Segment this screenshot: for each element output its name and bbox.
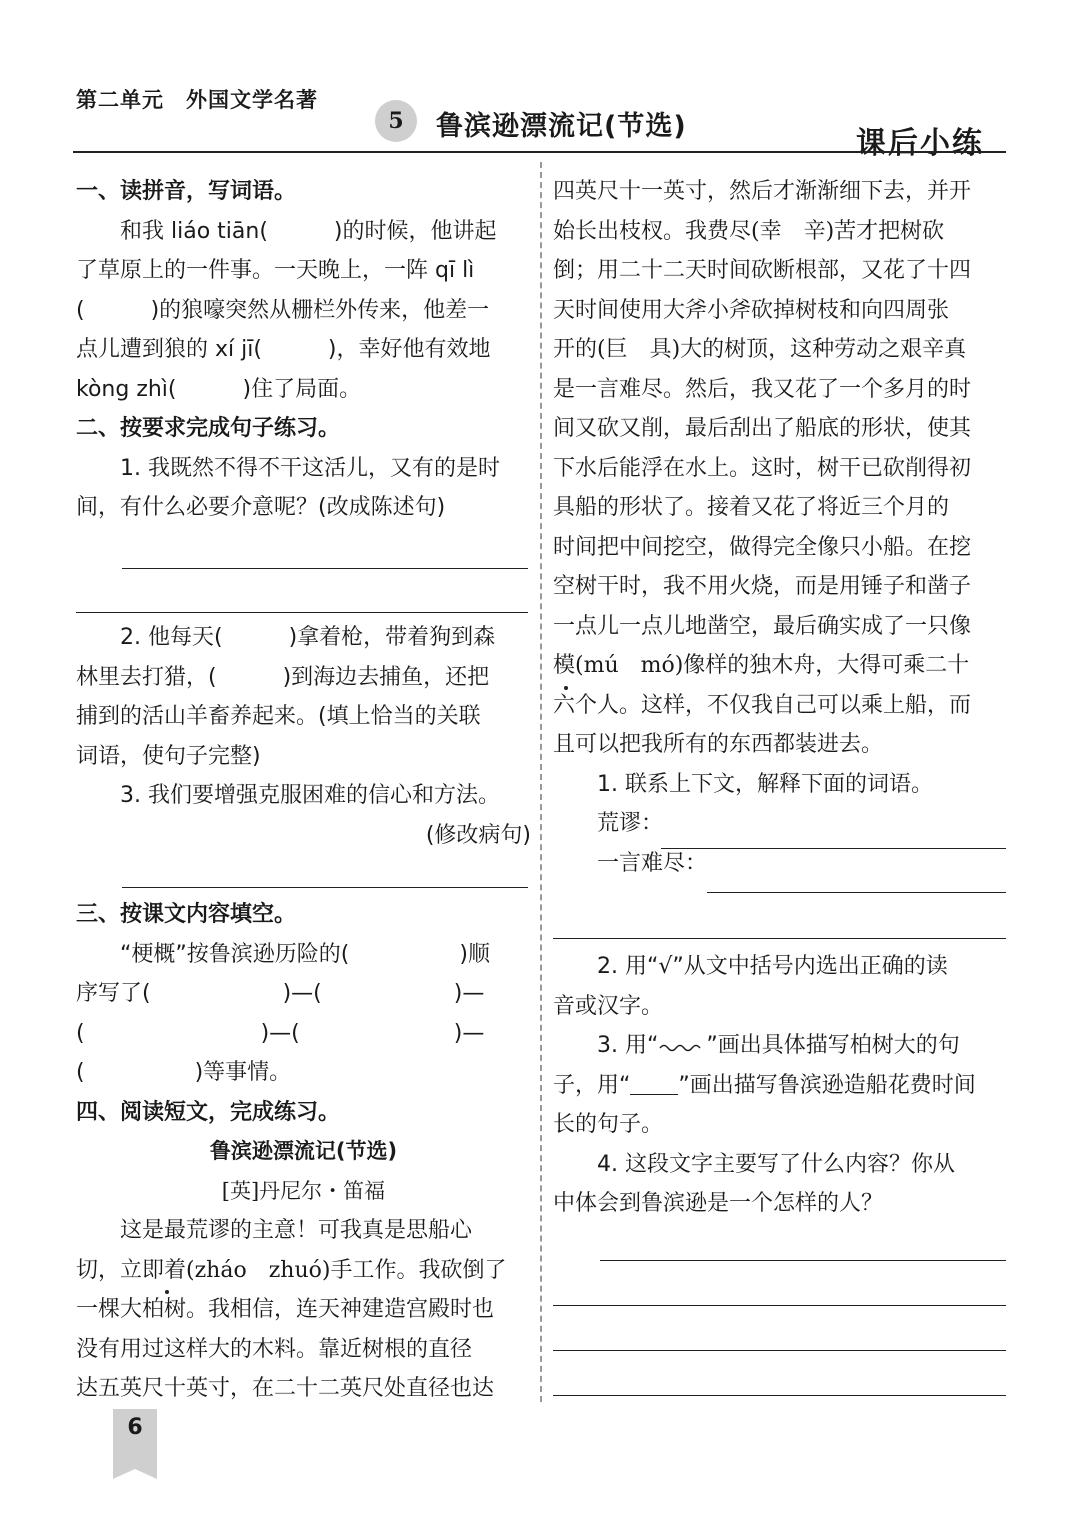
s2-q2-line: 捕到的活山羊畜养起来。(填上恰当的关联 (76, 704, 481, 729)
header-rule (73, 151, 1006, 153)
left-column (76, 172, 531, 528)
q4-line: 中体会到鲁滨逊是一个怎样的人？ (553, 1191, 884, 1216)
lesson-number-badge: 5 (375, 100, 417, 142)
section-1-title: 一、读拼音，写词语。 (76, 179, 297, 204)
q3-line (553, 1066, 1008, 1106)
section-4-title: 四、阅读短文，完成练习。 (76, 1099, 341, 1125)
wavy-underline-icon (658, 1039, 706, 1053)
q3-line (553, 1026, 1008, 1066)
s2-q3-line: 3. 我们要增强克服困难的信心和方法。 (76, 783, 500, 808)
passage-line: 天时间使用大斧小斧砍掉树枝和向四周张 (553, 297, 950, 323)
passage-line: 四英尺十一英寸，然后才渐渐细下去，并开 (553, 179, 972, 204)
answer-line[interactable] (76, 612, 528, 613)
passage-line: 且可以把我所有的东西都装进去。 (553, 732, 884, 757)
q3-text-b: ”画出具体描写柏树大的句 (706, 1033, 960, 1058)
passage-line: 没有用过这样大的木料。靠近树根的直径 (76, 1336, 473, 1362)
s2-q1-line: 1. 我既然不得不干这活儿，又有的是时 (76, 455, 500, 481)
passage-line: 模(mú mó)像样的独木舟，大得可乘二十 (553, 653, 970, 678)
passage-line: 一棵大柏树。我相信，连天神建造宫殿时也 (76, 1297, 495, 1322)
passage-line: 是一言难尽。然后，我又花了一个多月的时 (553, 376, 972, 402)
passage-line: 空树干时，我不用火烧，而是用锤子和凿子 (553, 574, 972, 599)
q2-line: 音或汉字。 (553, 993, 664, 1019)
q3-text-a: 3. 用“ (553, 1033, 659, 1058)
passage-line: 下水后能浮在水上。这时，树干已砍削得初 (553, 455, 972, 481)
left-column-q2 (76, 618, 531, 855)
q3-text-c: 子，用“ (553, 1072, 631, 1098)
straight-underline-icon (630, 1076, 678, 1095)
s1-line: 和我 liáo tiān( )的时候，他讲起 (76, 218, 497, 244)
s3-line: “梗概”按鲁滨逊历险的( )顺 (76, 941, 490, 967)
q2-line: 2. 用“√”从文中括号内选出正确的读 (553, 954, 948, 979)
passage-line: 间又砍又削，最后刮出了船底的形状，使其 (553, 416, 972, 441)
q1-term-1: 荒谬： (553, 811, 664, 836)
s3-line: ( )等事情。 (76, 1060, 292, 1085)
answer-line[interactable] (122, 887, 528, 888)
s2-q1-line: 间，有什么必要介意呢？(改成陈述句) (76, 495, 446, 520)
answer-line[interactable] (553, 1350, 1006, 1351)
q1-term-2: 一言难尽： (553, 850, 708, 876)
lesson-title: 鲁滨逊漂流记(节选) (436, 111, 687, 142)
s1-line: 点儿遭到狼的 xí jī( )，幸好他有效地 (76, 337, 491, 362)
answer-line[interactable] (553, 938, 1006, 939)
answer-line[interactable] (600, 1260, 1006, 1261)
s3-line: 序写了( )—( )— (76, 981, 485, 1006)
passage-line: 一点儿一点儿地凿空，最后确实成了一只像 (553, 613, 972, 639)
section-2-title: 二、按要求完成句子练习。 (76, 416, 341, 441)
passage-line: 倒；用二十二天时间砍断根部，又花了十四 (553, 258, 972, 283)
s2-q3-note: (修改病句) (425, 822, 531, 848)
s1-line: kòng zhì( )住了局面。 (76, 376, 362, 402)
s1-line: 了草原上的一件事。一天晚上，一阵 qī lì (76, 258, 475, 283)
q4-line: 4. 这段文字主要写了什么内容？你从 (553, 1151, 955, 1177)
section-3-title: 三、按课文内容填空。 (76, 902, 297, 927)
passage-line: 达五英尺十英寸，在二十二英尺处直径也达 (76, 1376, 495, 1401)
passage-line: 开的(巨 具)大的树顶，这种劳动之艰辛真 (553, 337, 967, 362)
q3-text-d: ”画出描写鲁滨逊造船花费时间 (678, 1072, 976, 1098)
passage-line: 这是最荒谬的主意！可我真是思船心 (76, 1218, 473, 1243)
right-column-q2 (553, 947, 1008, 1224)
passage-line: 始长出枝杈。我费尽(幸 辛)苦才把树砍 (553, 218, 945, 244)
left-column-s3 (76, 895, 531, 1409)
passage-line: 切，立即着(zháo zhuó)手工作。我砍倒了 (76, 1257, 507, 1283)
answer-line[interactable] (661, 848, 1006, 849)
q1-line: 1. 联系上下文，解释下面的词语。 (553, 771, 933, 797)
passage-author: [英]丹尼尔・笛福 (221, 1178, 386, 1203)
q3-line: 长的句子。 (553, 1112, 664, 1137)
emphasis-dot (564, 686, 568, 690)
emphasis-dot (165, 1290, 169, 1294)
s1-line: ( )的狼嚎突然从栅栏外传来，他差一 (76, 297, 490, 323)
passage-line: 具船的形状了。接着又花了将近三个月的 (553, 495, 950, 520)
passage-line: 时间把中间挖空，做得完全像只小船。在挖 (553, 534, 972, 560)
s2-q2-line: 林里去打猎，( )到海边去捕鱼，还把 (76, 664, 490, 690)
answer-line[interactable] (553, 1305, 1006, 1306)
column-divider (540, 162, 542, 1402)
answer-line[interactable] (707, 892, 1006, 893)
right-column (553, 172, 1008, 883)
s2-q2-line: 词语，使句子完整) (76, 743, 261, 769)
answer-line[interactable] (122, 568, 528, 569)
passage-line: 六个人。这样，不仅我自己可以乘上船，而 (553, 692, 972, 718)
s2-q2-line: 2. 他每天( )拿着枪，带着狗到森 (76, 625, 496, 650)
s3-line: ( )—( )— (76, 1020, 485, 1046)
passage-title: 鲁滨逊漂流记(节选) (209, 1139, 398, 1163)
page-number: 6 (127, 1415, 143, 1440)
section-corner-title: 课后小练 (856, 126, 984, 161)
answer-line[interactable] (553, 1395, 1006, 1396)
unit-label: 第二单元 外国文学名著 (76, 88, 318, 112)
